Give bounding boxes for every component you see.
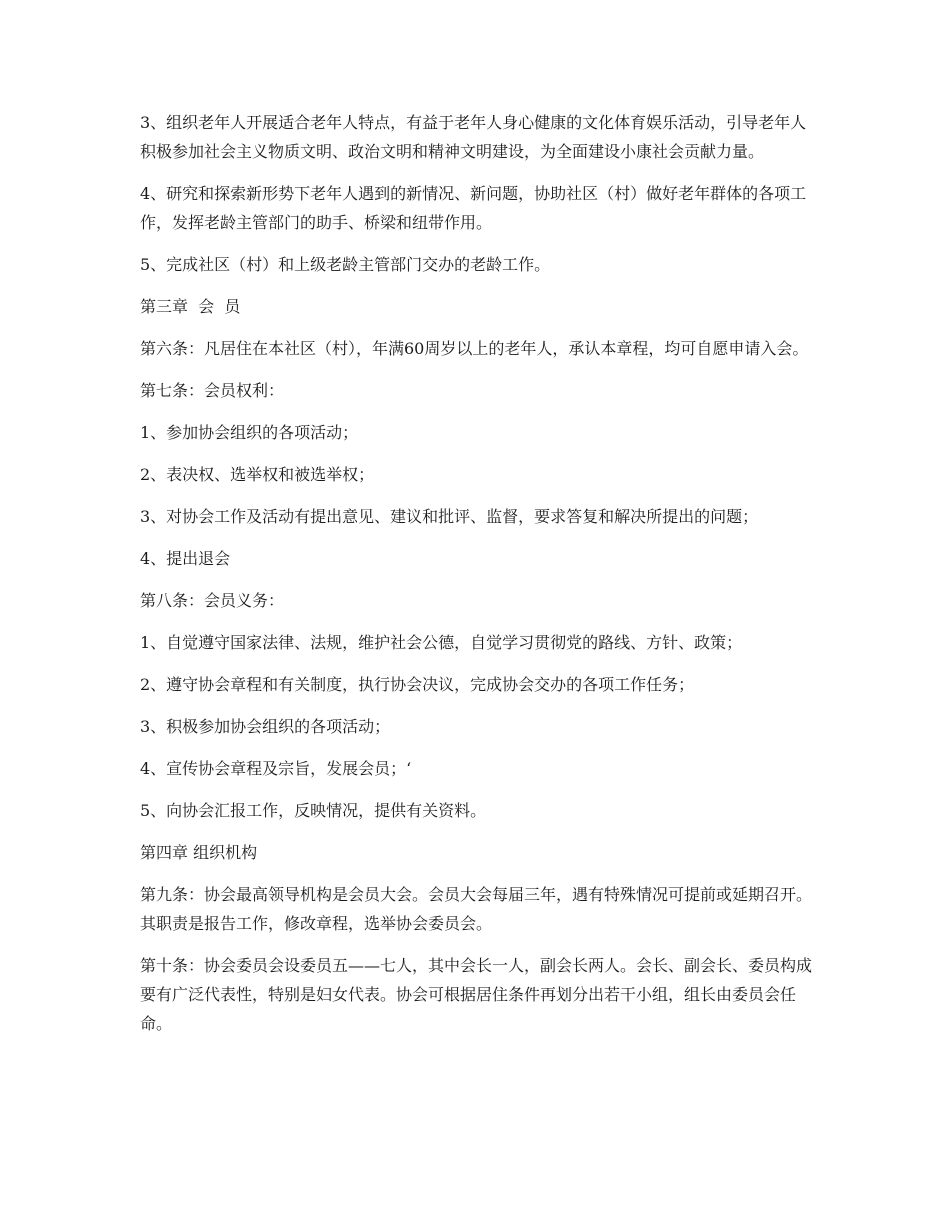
member-right-3: 3、对协会工作及活动有提出意见、建议和批评、监督，要求答复和解决所提出的问题； [140,507,759,526]
paragraph-duty-5: 5、完成社区（村）和上级老龄主管部门交办的老龄工作。 [140,255,551,274]
member-duty-3: 3、积极参加协会组织的各项活动； [140,717,391,736]
member-right-1: 1、参加协会组织的各项活动； [140,423,359,442]
article-9: 第九条：协会最高领导机构是会员大会。会员大会每届三年，遇有特殊情况可提前或延期召开。其职责是报告工作，修改章程，选举协会委员会。 [140,885,813,933]
article-7-heading: 第七条：会员权利： [140,381,285,400]
article-6: 第六条：凡居住在本社区（村），年满60周岁以上的老年人，承认本章程，均可自愿申请入会。 [140,339,809,358]
member-duty-1: 1、自觉遵守国家法律、法规，维护社会公德，自觉学习贯彻党的路线、方针、政策； [140,633,743,652]
member-right-2: 2、表决权、选举权和被选举权； [140,465,375,484]
paragraph-duty-3: 3、组织老年人开展适合老年人特点，有益于老年人身心健康的文化体育娱乐活动，引导老年人积极参加社会主义物质文明、政治文明和精神文明建设，为全面建设小康社会贡献力量。 [140,113,807,161]
paragraph-duty-4: 4、研究和探索新形势下老年人遇到的新情况、新问题，协助社区（村）做好老年群体的各项工作，发挥老龄主管部门的助手、桥梁和纽带作用。 [140,184,807,232]
document-page [140,108,812,1051]
member-duty-5: 5、向协会汇报工作，反映情况，提供有关资料。 [140,801,487,820]
member-duty-4: 4、宣传协会章程及宗旨，发展会员；‘ [140,759,412,778]
chapter-4-heading: 第四章 组织机构 [140,843,258,862]
article-8-heading: 第八条：会员义务： [140,591,285,610]
chapter-3-heading: 第三章 会 员 [140,297,241,316]
member-right-4: 4、提出退会 [140,549,231,568]
member-duty-2: 2、遵守协会章程和有关制度，执行协会决议，完成协会交办的各项工作任务； [140,675,695,694]
article-10: 第十条：协会委员会设委员五——七人，其中会长一人，副会长两人。会长、副会长、委员构成要有广泛代表性，特别是妇女代表。协会可根据居住条件再划分出若干小组，组长由委员会任命。 [140,956,813,1033]
